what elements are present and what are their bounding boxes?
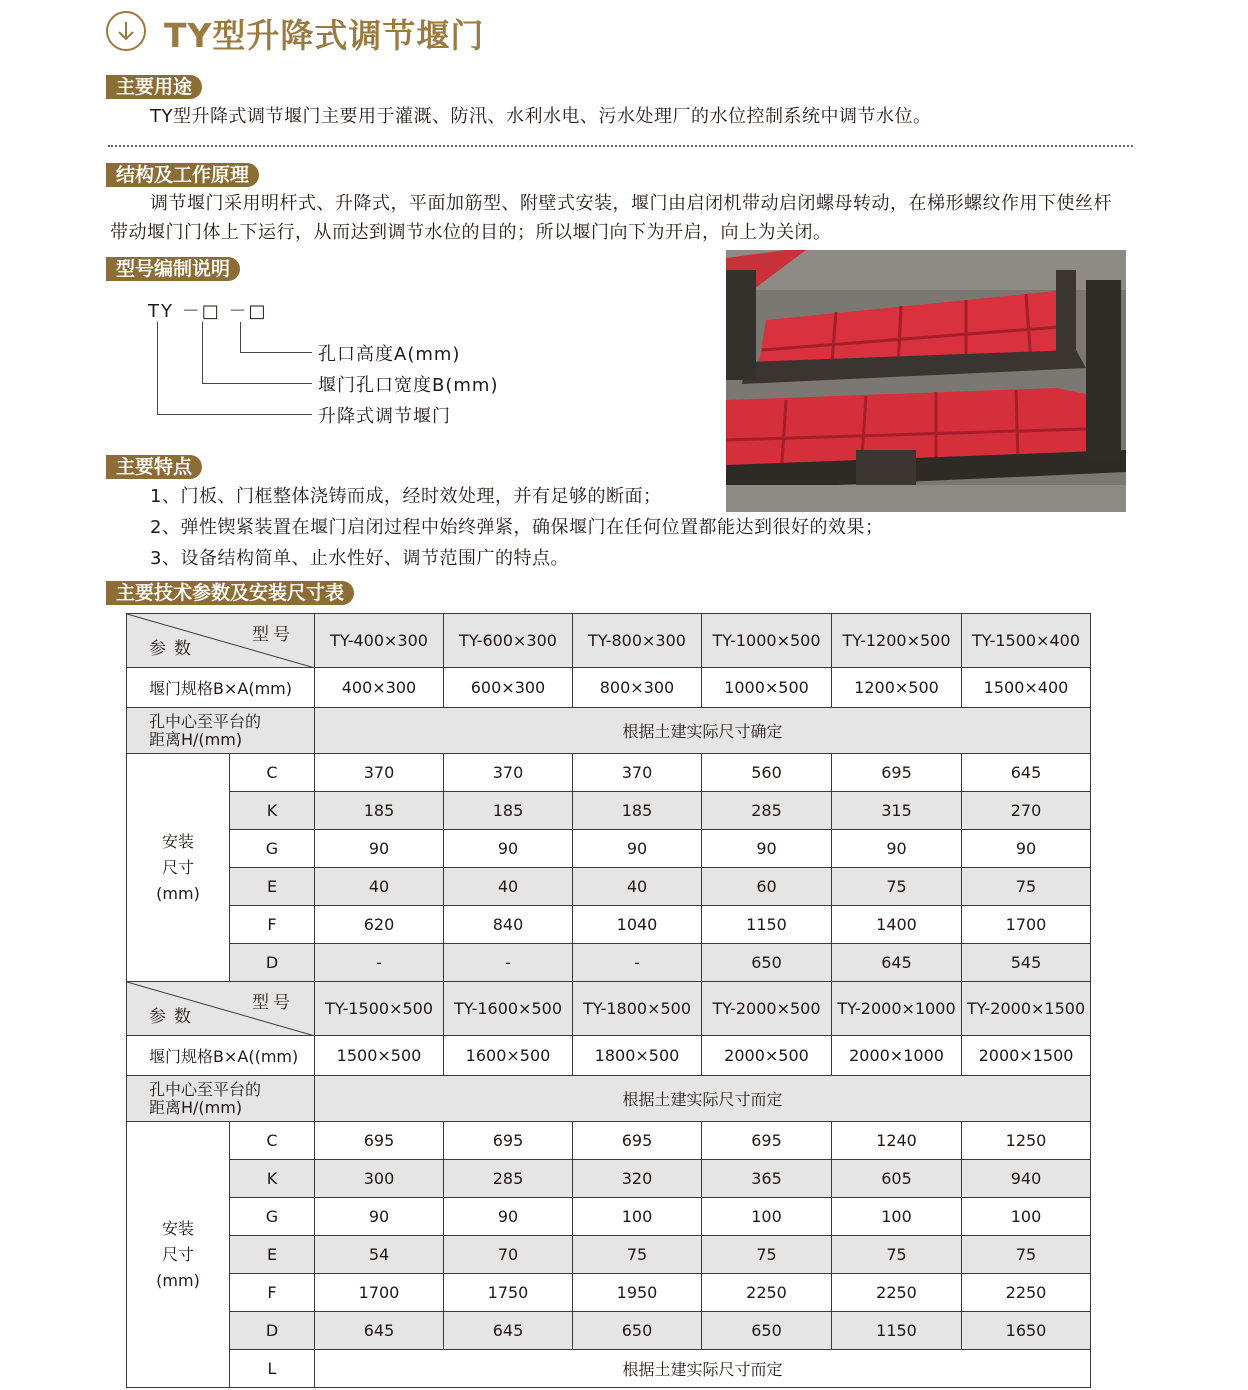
table-cell: 695	[702, 1122, 832, 1160]
down-arrow-circle-icon	[106, 11, 146, 51]
table-cell: 90	[962, 830, 1091, 868]
table-cell: 75	[962, 1236, 1091, 1274]
size-label: 堰门规格B×A((mm)	[127, 1036, 315, 1076]
code-line	[202, 383, 312, 384]
row-key: F	[230, 906, 315, 944]
structure-text-line2: 带动堰门门体上下运行，从而达到调节水位的目的；所以堰门向下为开启，向上为关闭。	[110, 222, 832, 243]
row-key: D	[230, 1312, 315, 1350]
table-cell: 185	[573, 792, 702, 830]
table-row	[127, 906, 1091, 944]
table-cell: 1950	[573, 1274, 702, 1312]
code-label-width: 堰门孔口宽度B(mm)	[318, 375, 499, 396]
table-cell: 1240	[832, 1122, 962, 1160]
table-cell: 940	[962, 1160, 1091, 1198]
table-cell: 800×300	[573, 668, 702, 708]
usage-text: TY型升降式调节堰门主要用于灌溉、防汛、水利水电、污水处理厂的水位控制系统中调节水位。	[150, 106, 932, 127]
table-cell: 54	[315, 1236, 444, 1274]
table-row	[127, 1036, 1091, 1076]
feature-item: 2、弹性锲紧装置在堰门启闭过程中始终弹紧，确保堰门在任何位置都能达到很好的效果；	[150, 517, 884, 538]
table-cell: 90	[573, 830, 702, 868]
model-header: TY-1200×500	[832, 614, 962, 668]
table-cell: 695	[832, 754, 962, 792]
install-label: 安装 尺寸 (mm)	[127, 754, 230, 982]
table-cell: 545	[962, 944, 1091, 982]
table-cell: 60	[702, 868, 832, 906]
table-cell: 75	[832, 868, 962, 906]
table-cell: 600×300	[444, 668, 573, 708]
table-cell: 270	[962, 792, 1091, 830]
table-cell: 645	[832, 944, 962, 982]
table-row	[127, 708, 1091, 754]
table-cell: 90	[444, 830, 573, 868]
table-cell: 40	[444, 868, 573, 906]
table-cell: 285	[444, 1160, 573, 1198]
table-cell: 620	[315, 906, 444, 944]
table-cell: 1700	[315, 1274, 444, 1312]
table-cell: 90	[702, 830, 832, 868]
table-cell: 70	[444, 1236, 573, 1274]
corner-header: 型号 参数	[127, 614, 315, 668]
table-cell: 90	[444, 1198, 573, 1236]
table-cell: 1800×500	[573, 1036, 702, 1076]
feature-item: 3、设备结构简单、止水性好、调节范围广的特点。	[150, 548, 569, 569]
section-tag-table: 主要技术参数及安装尺寸表	[106, 581, 354, 605]
section-tag-features: 主要特点	[106, 455, 202, 479]
table-cell: 1040	[573, 906, 702, 944]
table-cell: -	[315, 944, 444, 982]
h-value: 根据土建实际尺寸而定	[315, 1076, 1091, 1122]
table-row	[127, 982, 1091, 1036]
table-row	[127, 1122, 1091, 1160]
table-cell: 650	[573, 1312, 702, 1350]
table-cell: 2000×500	[702, 1036, 832, 1076]
row-key: L	[230, 1350, 315, 1388]
table-cell: 75	[832, 1236, 962, 1274]
table-cell: 300	[315, 1160, 444, 1198]
model-header: TY-600×300	[444, 614, 573, 668]
table-cell: 185	[315, 792, 444, 830]
table-cell: 1600×500	[444, 1036, 573, 1076]
table-cell: 370	[315, 754, 444, 792]
table-cell: 315	[832, 792, 962, 830]
model-header: TY-1500×500	[315, 982, 444, 1036]
code-line	[157, 322, 158, 414]
model-header: TY-2000×1000	[832, 982, 962, 1036]
table-row	[127, 868, 1091, 906]
table-cell: 90	[832, 830, 962, 868]
page-title: TY型升降式调节堰门	[164, 16, 485, 55]
table-cell: 1150	[702, 906, 832, 944]
table-cell: 2000×1000	[832, 1036, 962, 1076]
table-cell: 695	[573, 1122, 702, 1160]
spec-table	[126, 613, 1091, 1388]
code-line	[202, 322, 203, 383]
model-header: TY-1500×400	[962, 614, 1091, 668]
table-cell: 40	[573, 868, 702, 906]
model-header: TY-1800×500	[573, 982, 702, 1036]
table-cell: 400×300	[315, 668, 444, 708]
table-row	[127, 1236, 1091, 1274]
row-key: D	[230, 944, 315, 982]
table-cell: 1650	[962, 1312, 1091, 1350]
row-key: C	[230, 754, 315, 792]
table-cell: 100	[573, 1198, 702, 1236]
table-cell: 75	[702, 1236, 832, 1274]
table-cell: 650	[702, 944, 832, 982]
row-key: K	[230, 792, 315, 830]
table-cell: 1750	[444, 1274, 573, 1312]
table-cell: 1250	[962, 1122, 1091, 1160]
table-cell: 2000×1500	[962, 1036, 1091, 1076]
table-cell: 645	[315, 1312, 444, 1350]
corner-header: 型号 参数	[127, 982, 315, 1036]
code-label-type: 升降式调节堰门	[318, 406, 451, 427]
table-cell: 100	[962, 1198, 1091, 1236]
h-label: 孔中心至平台的 距离H/(mm)	[127, 708, 315, 754]
model-header: TY-400×300	[315, 614, 444, 668]
table-cell: 1700	[962, 906, 1091, 944]
table-cell: 645	[962, 754, 1091, 792]
table-cell: 2250	[702, 1274, 832, 1312]
table-cell: 1150	[832, 1312, 962, 1350]
model-code: TY －□ －□	[148, 301, 268, 322]
model-header: TY-2000×500	[702, 982, 832, 1036]
row-key: G	[230, 830, 315, 868]
table-cell: 645	[444, 1312, 573, 1350]
table-row	[127, 830, 1091, 868]
table-cell: -	[573, 944, 702, 982]
table-row	[127, 668, 1091, 708]
table-cell: 1500×400	[962, 668, 1091, 708]
table-cell: 365	[702, 1160, 832, 1198]
table-cell: 695	[315, 1122, 444, 1160]
table-cell: 2250	[832, 1274, 962, 1312]
table-row	[127, 1198, 1091, 1236]
table-cell: -	[444, 944, 573, 982]
table-cell: 650	[702, 1312, 832, 1350]
table-cell: 370	[444, 754, 573, 792]
table-cell: 90	[315, 1198, 444, 1236]
table-cell: 1500×500	[315, 1036, 444, 1076]
section-tag-structure: 结构及工作原理	[106, 163, 259, 187]
row-key: G	[230, 1198, 315, 1236]
install-label: 安装 尺寸 (mm)	[127, 1122, 230, 1388]
h-label: 孔中心至平台的 距离H/(mm)	[127, 1076, 315, 1122]
table-cell: 2250	[962, 1274, 1091, 1312]
table-cell: 75	[573, 1236, 702, 1274]
feature-item: 1、门板、门框整体浇铸而成，经时效处理，并有足够的断面；	[150, 486, 662, 507]
model-header: TY-800×300	[573, 614, 702, 668]
code-line	[240, 322, 241, 352]
model-header: TY-2000×1500	[962, 982, 1091, 1036]
table-cell: 285	[702, 792, 832, 830]
row-key: K	[230, 1160, 315, 1198]
row-key: E	[230, 1236, 315, 1274]
table-row	[127, 614, 1091, 668]
h-value: 根据土建实际尺寸确定	[315, 708, 1091, 754]
table-row	[127, 944, 1091, 982]
l-value: 根据土建实际尺寸而定	[315, 1350, 1091, 1388]
code-label-height: 孔口高度A(mm)	[318, 344, 461, 365]
divider	[108, 145, 1133, 147]
row-key: F	[230, 1274, 315, 1312]
table-cell: 1400	[832, 906, 962, 944]
table-cell: 75	[962, 868, 1091, 906]
table-row	[127, 1312, 1091, 1350]
table-row	[127, 1350, 1091, 1388]
row-key: E	[230, 868, 315, 906]
table-cell: 1000×500	[702, 668, 832, 708]
table-cell: 320	[573, 1160, 702, 1198]
red-weir-gate-photo	[726, 250, 1126, 512]
table-cell: 100	[832, 1198, 962, 1236]
table-row	[127, 792, 1091, 830]
table-cell: 840	[444, 906, 573, 944]
table-cell: 1200×500	[832, 668, 962, 708]
section-tag-model-code: 型号编制说明	[106, 257, 240, 281]
table-cell: 695	[444, 1122, 573, 1160]
table-cell: 560	[702, 754, 832, 792]
code-line	[157, 414, 312, 415]
section-tag-usage: 主要用途	[106, 75, 202, 99]
table-cell: 185	[444, 792, 573, 830]
table-cell: 90	[315, 830, 444, 868]
table-row	[127, 1160, 1091, 1198]
table-row	[127, 1274, 1091, 1312]
model-header: TY-1600×500	[444, 982, 573, 1036]
table-cell: 40	[315, 868, 444, 906]
table-row	[127, 754, 1091, 792]
table-cell: 605	[832, 1160, 962, 1198]
row-key: C	[230, 1122, 315, 1160]
structure-text-line1: 调节堰门采用明杆式、升降式，平面加筋型、附壁式安装，堰门由启闭机带动启闭螺母转动，在梯形螺纹作用下使丝杆	[150, 193, 1112, 214]
size-label: 堰门规格B×A(mm)	[127, 668, 315, 708]
table-cell: 370	[573, 754, 702, 792]
table-cell: 100	[702, 1198, 832, 1236]
code-line	[240, 352, 312, 353]
model-header: TY-1000×500	[702, 614, 832, 668]
table-row	[127, 1076, 1091, 1122]
